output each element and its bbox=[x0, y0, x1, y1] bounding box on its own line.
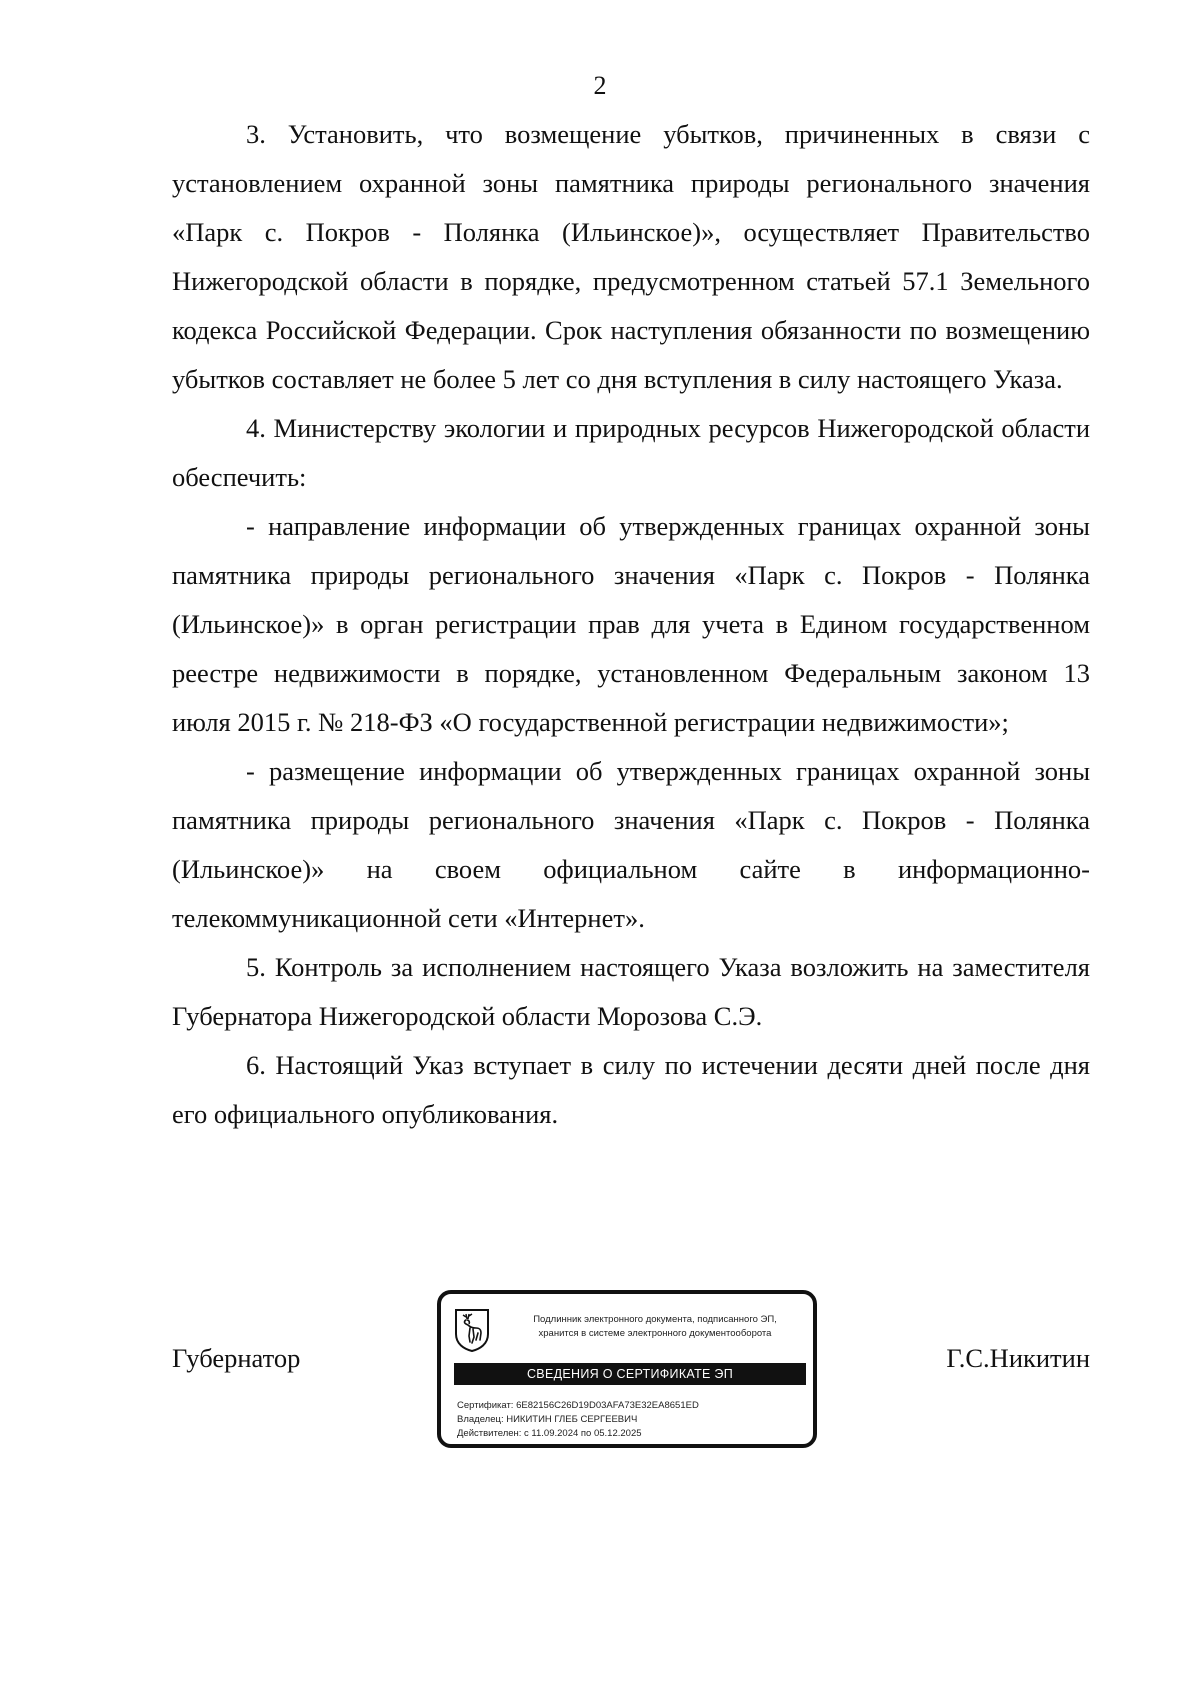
stamp-header-line-2: хранится в системе электронного документооборота bbox=[538, 1328, 772, 1339]
stamp-validity: Действителен: с 11.09.2024 по 05.12.2025 bbox=[457, 1428, 642, 1439]
stamp-certificate-title: СВЕДЕНИЯ О СЕРТИФИКАТЕ ЭП bbox=[454, 1363, 806, 1385]
paragraph-4: 4. Министерству экологии и природных ресурсов Нижегородской области обеспечить: bbox=[172, 413, 1090, 492]
stamp-owner: Владелец: НИКИТИН ГЛЕБ СЕРГЕЕВИЧ bbox=[457, 1414, 638, 1425]
stamp-certificate-details bbox=[457, 1399, 699, 1441]
signatory-position: Губернатор bbox=[172, 1343, 301, 1373]
signature-block bbox=[172, 1290, 1090, 1458]
paragraph-6: 6. Настоящий Указ вступает в силу по истечении десяти дней после дня его официального опубликования. bbox=[172, 1050, 1090, 1129]
stamp-certificate-number: Сертификат: 6E82156C26D19D03AFA73E32EA8651ED bbox=[457, 1400, 699, 1411]
deer-coat-of-arms-icon bbox=[454, 1308, 490, 1352]
page-number: 2 bbox=[593, 71, 607, 100]
stamp-header-line-1: Подлинник электронного документа, подписанного ЭП, bbox=[533, 1314, 777, 1325]
paragraph-5: 5. Контроль за исполнением настоящего Указа возложить на заместителя Губернатора Нижегородской области Морозова С.Э. bbox=[172, 952, 1090, 1031]
stamp-header bbox=[499, 1313, 811, 1341]
paragraph-4-item-1: - направление информации об утвержденных границах охранной зоны памятника природы регионального значения «Парк с. Покров - Полянка (Ильинское)» в орган регистрации прав для учета в Едином государственном реестре недвижимости в порядке, установленном Федеральным законом 13 июля 2015 г. № 218-ФЗ «О государственной регистрации недвижимости»; bbox=[172, 511, 1090, 737]
electronic-signature-stamp bbox=[437, 1290, 817, 1448]
paragraph-3: 3. Установить, что возмещение убытков, причиненных в связи с установлением охранной зоны памятника природы регионального значения «Парк с. Покров - Полянка (Ильинское)», осуществляет Правительство Нижегородской области в порядке, предусмотренном статьей 57.1 Земельного кодекса Российской Федерации. Срок наступления обязанности по возмещению убытков составляет не более 5 лет со дня вступления в силу настоящего Указа. bbox=[172, 119, 1090, 394]
signatory-name: Г.С.Никитин bbox=[946, 1343, 1090, 1373]
document-body bbox=[172, 110, 1090, 1139]
paragraph-4-item-2: - размещение информации об утвержденных границах охранной зоны памятника природы регионального значения «Парк с. Покров - Полянка (Ильинское)» на своем официальном сайте в информационно-телекоммуникационной сети «Интернет». bbox=[172, 756, 1090, 933]
